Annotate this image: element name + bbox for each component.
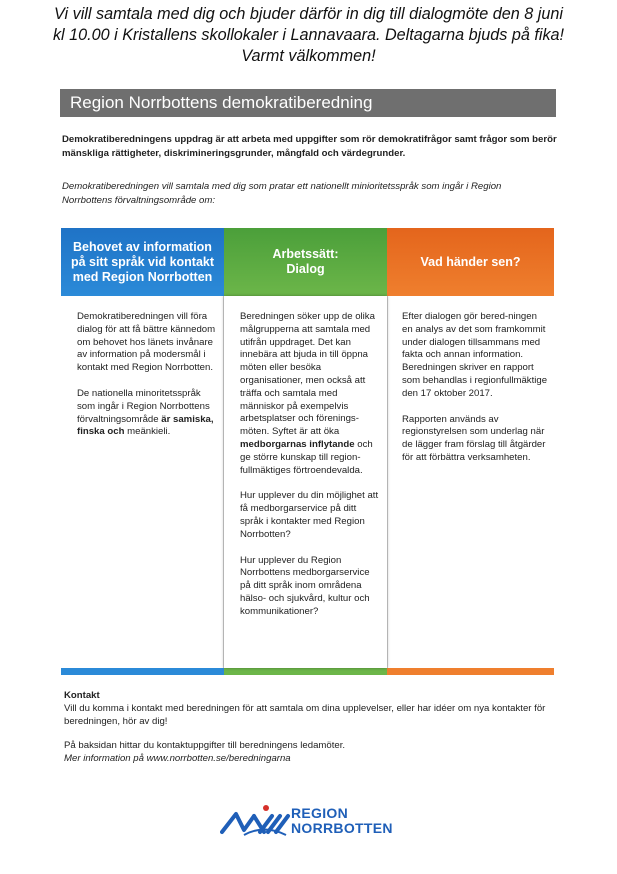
contact-text: Vill du komma i kontakt med beredningen för att samtala om dina upplevelser, eller har idéer om nya kontakter för beredningen, hör av dig! [64, 703, 546, 727]
logo-line-1: REGION [291, 805, 349, 821]
contact-more-info: Mer information på www.norrbotten.se/beredningarna [64, 753, 291, 764]
logo-text [291, 806, 393, 836]
section-banner: Region Norrbottens demokratiberedning [60, 89, 556, 117]
column-bar-orange [387, 668, 554, 675]
column-information-body [77, 311, 217, 452]
dialog-question-1: Hur upplever du din möjlighet att få medborgarservice på ditt språk i kontakter med Region Norrbotten? [240, 490, 379, 540]
information-languages: är samiska, finska och [77, 413, 214, 438]
invitation-line-1: Vi vill samtala med dig och bjuder därför in dig till dialogmöte den 8 juni [54, 5, 563, 23]
invitation-line-2: kl 10.00 i Kristallens skollokaler i Lannavaara. Deltagarna bjuds på fika! [52, 26, 565, 44]
column-next-body [402, 311, 548, 478]
dialog-paragraph-1-end: och ge större kunskap till region-fullmäktiges förtroendevalda. [240, 438, 373, 476]
information-paragraph-2-text: De nationella minoritetsspråk som ingår i Region Norrbottens förvaltningsområde [77, 387, 210, 425]
dialog-paragraph-1 [240, 311, 380, 477]
column-heading-dialog [224, 228, 387, 296]
column-heading-information: Behovet av information på sitt språk vid kontakt med Region Norrbotten [61, 228, 224, 296]
dialog-question-2: Hur upplever du Region Norrbottens medborgarservice på ditt språk inom områdena hälso- och sjukvård, kultur och kommunikationer? [240, 554, 370, 617]
contact-back-info: På baksidan hittar du kontaktuppgifter till beredningens ledamöter. [64, 740, 346, 751]
dialog-emphasis: medborgarnas inflytande [240, 438, 355, 450]
lead-text: Demokratiberedningen vill samtala med dig som pratar ett nationellt minioritetsspråk som ingår i Region Norrbottens förvaltningsområde om: [62, 181, 502, 206]
mission-statement: Demokratiberedningens uppdrag är att arbeta med uppgifter som rör demokratifrågor samt frågor som berör mänskliga rättigheter, diskrimineringsgrunder, mångfald och värdegrunder. [62, 134, 557, 159]
logo-line-2: NORRBOTTEN [291, 820, 393, 836]
dialog-heading-line-1: Arbetssätt: [272, 247, 339, 261]
invitation-text [20, 4, 597, 67]
column-dialog-body [240, 311, 380, 632]
column-bar-green [224, 668, 387, 675]
dialog-paragraph-1-text: Beredningen söker upp de olika målgrupperna att samtala med utifrån uppdraget. Det kan innebära att bjuda in till öppna möten eller besöka organisationer, men också att träffa och samtala med människor på exempelvis arbetsplatser och förenings-möten. Syftet är att öka [240, 311, 375, 438]
contact-title: Kontakt [64, 690, 100, 701]
information-paragraph-1: Demokratiberedningen vill föra dialog för att få bättre kännedom om behovet hos länets invånare av information på modersmål i kontakt med Region Norrbotten. [77, 311, 216, 374]
information-paragraph-2 [77, 388, 217, 439]
dialog-heading-line-2: Dialog [286, 262, 325, 276]
contact-section [64, 689, 564, 765]
column-bar-blue [61, 668, 224, 675]
information-paragraph-2-end: meänkieli. [127, 426, 171, 438]
column-heading-next: Vad händer sen? [387, 228, 554, 296]
next-paragraph-2: Rapporten används av regionstyrelsen som underlag när de lägger fram förslag till åtgärder för att förbättra verksamheten. [402, 413, 546, 463]
invitation-line-3: Varmt välkommen! [241, 47, 376, 65]
next-paragraph-1: Efter dialogen gör bered-ningen en analys av det som framkommit under dialogen tillsammans med fakta och annan information. Beredningen skriver en rapport som behandlas i regionfullmäktige den 17 oktober 2017. [402, 311, 548, 399]
